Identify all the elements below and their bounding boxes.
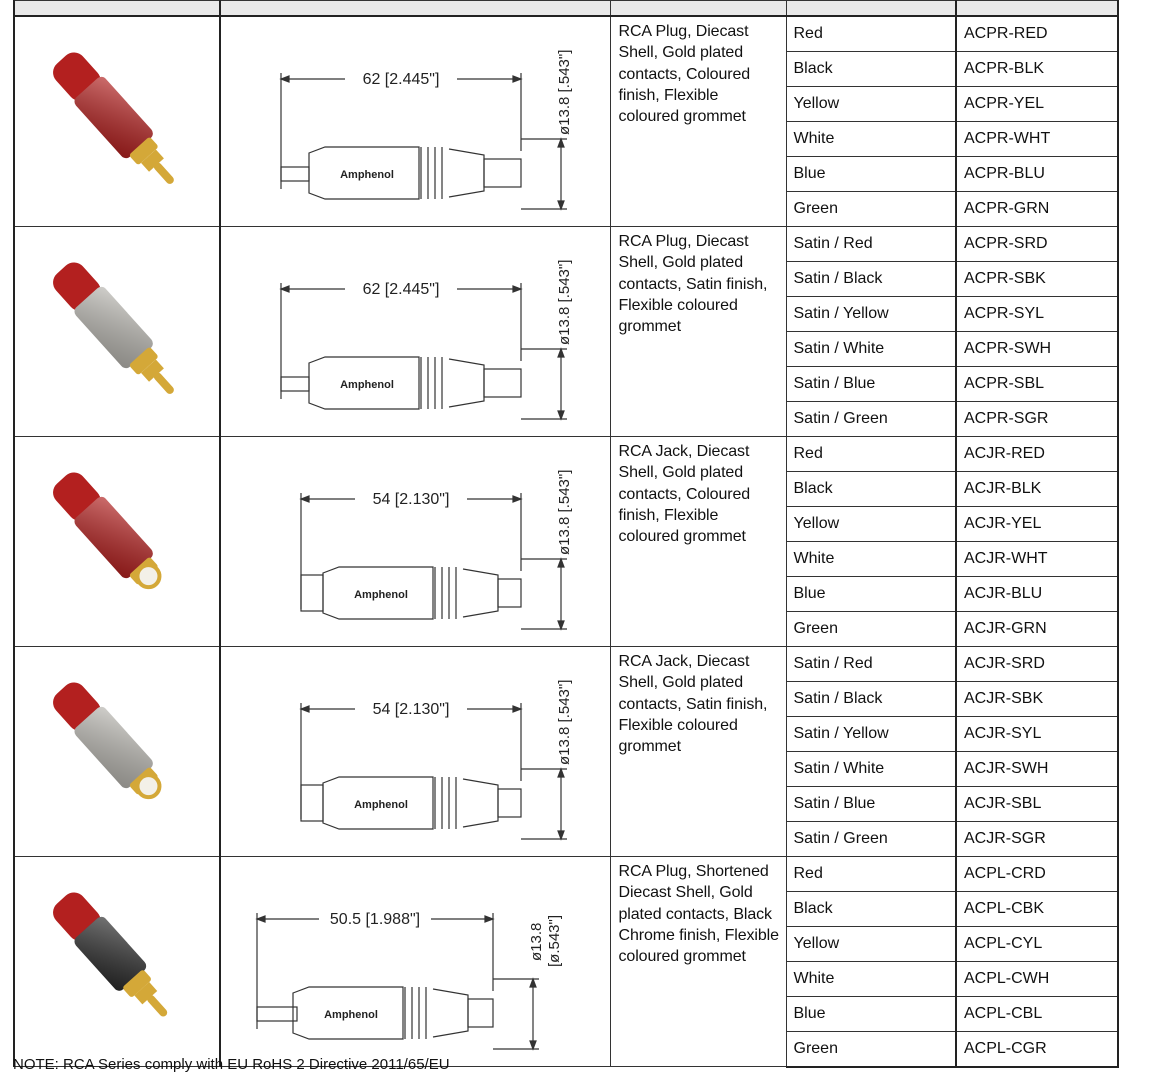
length-dimension: 62 [2.445"] — [362, 71, 440, 88]
color-cell: Black — [786, 52, 956, 87]
color-cell: White — [786, 121, 956, 156]
color-cell: Red — [786, 437, 956, 472]
part-number-cell: ACJR-YEL — [956, 507, 1118, 542]
color-cell: Satin / Yellow — [786, 297, 956, 332]
diameter-dimension: ø13.8 [.543"] — [556, 49, 573, 135]
part-number-cell: ACJR-BLU — [956, 577, 1118, 612]
product-description: RCA Plug, Diecast Shell, Gold plated contacts, Satin finish, Flexible coloured grommet — [610, 227, 786, 437]
color-cell: Satin / Red — [786, 227, 956, 262]
diameter-dimension: ø13.8 [.543"] — [556, 259, 573, 345]
part-number-cell: ACPL-CRD — [956, 857, 1118, 892]
table-row — [14, 227, 1118, 262]
color-cell: Satin / Green — [786, 402, 956, 437]
length-dimension: 62 [2.445"] — [362, 281, 440, 298]
drawing-cell — [220, 227, 610, 437]
part-number-cell: ACJR-BLK — [956, 472, 1118, 507]
product-photo-cell — [14, 857, 220, 1067]
part-number-cell: ACPL-CWH — [956, 961, 1118, 996]
table-row — [14, 857, 1118, 892]
part-number-cell: ACPR-SWH — [956, 332, 1118, 367]
product-table — [13, 0, 1119, 1068]
product-description: RCA Plug, Diecast Shell, Gold plated contacts, Coloured finish, Flexible coloured grommet — [610, 16, 786, 227]
color-cell: Satin / Yellow — [786, 717, 956, 752]
dimension-drawing — [221, 227, 609, 431]
connector-photo — [15, 229, 215, 429]
part-number-cell: ACPR-SGR — [956, 402, 1118, 437]
part-number-cell: ACJR-WHT — [956, 542, 1118, 577]
color-cell: Yellow — [786, 507, 956, 542]
part-number-cell: ACJR-SGR — [956, 822, 1118, 857]
part-number-cell: ACJR-SBL — [956, 787, 1118, 822]
product-photo-cell — [14, 227, 220, 437]
color-cell: Red — [786, 857, 956, 892]
part-number-cell: ACJR-GRN — [956, 612, 1118, 647]
brand-marking: Amphenol — [324, 1009, 378, 1021]
color-cell: Green — [786, 612, 956, 647]
color-cell: Red — [786, 16, 956, 52]
color-cell: Satin / Black — [786, 262, 956, 297]
color-cell: Satin / Black — [786, 682, 956, 717]
length-dimension: 54 [2.130"] — [372, 491, 450, 508]
diameter-dimension-inch: [ø.543"] — [546, 914, 563, 967]
part-number-cell: ACPR-WHT — [956, 121, 1118, 156]
color-cell: Black — [786, 891, 956, 926]
connector-photo — [15, 439, 215, 639]
length-dimension: 54 [2.130"] — [372, 701, 450, 718]
color-cell: Satin / Green — [786, 822, 956, 857]
color-cell: Blue — [786, 577, 956, 612]
table-row — [14, 16, 1118, 52]
brand-marking: Amphenol — [340, 379, 394, 391]
header-cell-photo — [14, 1, 220, 17]
connector-photo — [15, 859, 215, 1059]
part-number-cell: ACPL-CBK — [956, 891, 1118, 926]
color-cell: Yellow — [786, 926, 956, 961]
header-cell-drawing — [220, 1, 610, 17]
part-number-cell: ACJR-SYL — [956, 717, 1118, 752]
part-number-cell: ACPR-GRN — [956, 191, 1118, 226]
header-cell-color — [786, 1, 956, 17]
part-number-cell: ACPR-RED — [956, 16, 1118, 52]
part-number-cell: ACPR-SYL — [956, 297, 1118, 332]
header-cell-part — [956, 1, 1118, 17]
connector-photo — [15, 19, 215, 219]
color-cell: Blue — [786, 156, 956, 191]
part-number-cell: ACPR-SBL — [956, 367, 1118, 402]
part-number-cell: ACJR-RED — [956, 437, 1118, 472]
drawing-cell — [220, 16, 610, 227]
header-row — [14, 1, 1118, 17]
product-description: RCA Jack, Diecast Shell, Gold plated contacts, Satin finish, Flexible coloured grommet — [610, 647, 786, 857]
drawing-cell — [220, 437, 610, 647]
part-number-cell: ACJR-SRD — [956, 647, 1118, 682]
product-description: RCA Plug, Shortened Diecast Shell, Gold plated contacts, Black Chrome finish, Flexible coloured grommet — [610, 857, 786, 1067]
part-number-cell: ACPL-CGR — [956, 1031, 1118, 1066]
product-description: RCA Jack, Diecast Shell, Gold plated contacts, Coloured finish, Flexible coloured grommet — [610, 437, 786, 647]
color-cell: White — [786, 542, 956, 577]
part-number-cell: ACPR-SBK — [956, 262, 1118, 297]
table-row — [14, 437, 1118, 472]
product-photo-cell — [14, 16, 220, 227]
part-number-cell: ACPL-CBL — [956, 996, 1118, 1031]
product-photo-cell — [14, 647, 220, 857]
length-dimension: 50.5 [1.988"] — [329, 911, 421, 928]
header-cell-description — [610, 1, 786, 17]
brand-marking: Amphenol — [354, 799, 408, 811]
diameter-dimension: ø13.8 [.543"] — [556, 679, 573, 765]
product-photo-cell — [14, 437, 220, 647]
diameter-dimension: ø13.8 — [528, 922, 545, 961]
part-number-cell: ACPL-CYL — [956, 926, 1118, 961]
color-cell: Black — [786, 472, 956, 507]
product-sheet — [13, 0, 1117, 1068]
drawing-cell — [220, 647, 610, 857]
color-cell: Satin / Blue — [786, 787, 956, 822]
color-cell: Green — [786, 1031, 956, 1066]
part-number-cell: ACJR-SWH — [956, 752, 1118, 787]
brand-marking: Amphenol — [354, 589, 408, 601]
diameter-dimension: ø13.8 [.543"] — [556, 469, 573, 555]
color-cell: Satin / Red — [786, 647, 956, 682]
color-cell: Satin / White — [786, 332, 956, 367]
dimension-drawing — [221, 437, 609, 641]
color-cell: Yellow — [786, 86, 956, 121]
part-number-cell: ACJR-SBK — [956, 682, 1118, 717]
color-cell: White — [786, 961, 956, 996]
drawing-cell — [220, 857, 610, 1067]
color-cell: Blue — [786, 996, 956, 1031]
color-cell: Satin / Blue — [786, 367, 956, 402]
rohs-note: NOTE: RCA Series comply with EU RoHS 2 Directive 2011/65/EU — [13, 1056, 450, 1073]
dimension-drawing — [221, 647, 609, 851]
color-cell: Satin / White — [786, 752, 956, 787]
table-row — [14, 647, 1118, 682]
part-number-cell: ACPR-BLK — [956, 52, 1118, 87]
part-number-cell: ACPR-SRD — [956, 227, 1118, 262]
color-cell: Green — [786, 191, 956, 226]
part-number-cell: ACPR-YEL — [956, 86, 1118, 121]
dimension-drawing — [221, 857, 609, 1061]
part-number-cell: ACPR-BLU — [956, 156, 1118, 191]
brand-marking: Amphenol — [340, 169, 394, 181]
dimension-drawing — [221, 17, 609, 221]
connector-photo — [15, 649, 215, 849]
